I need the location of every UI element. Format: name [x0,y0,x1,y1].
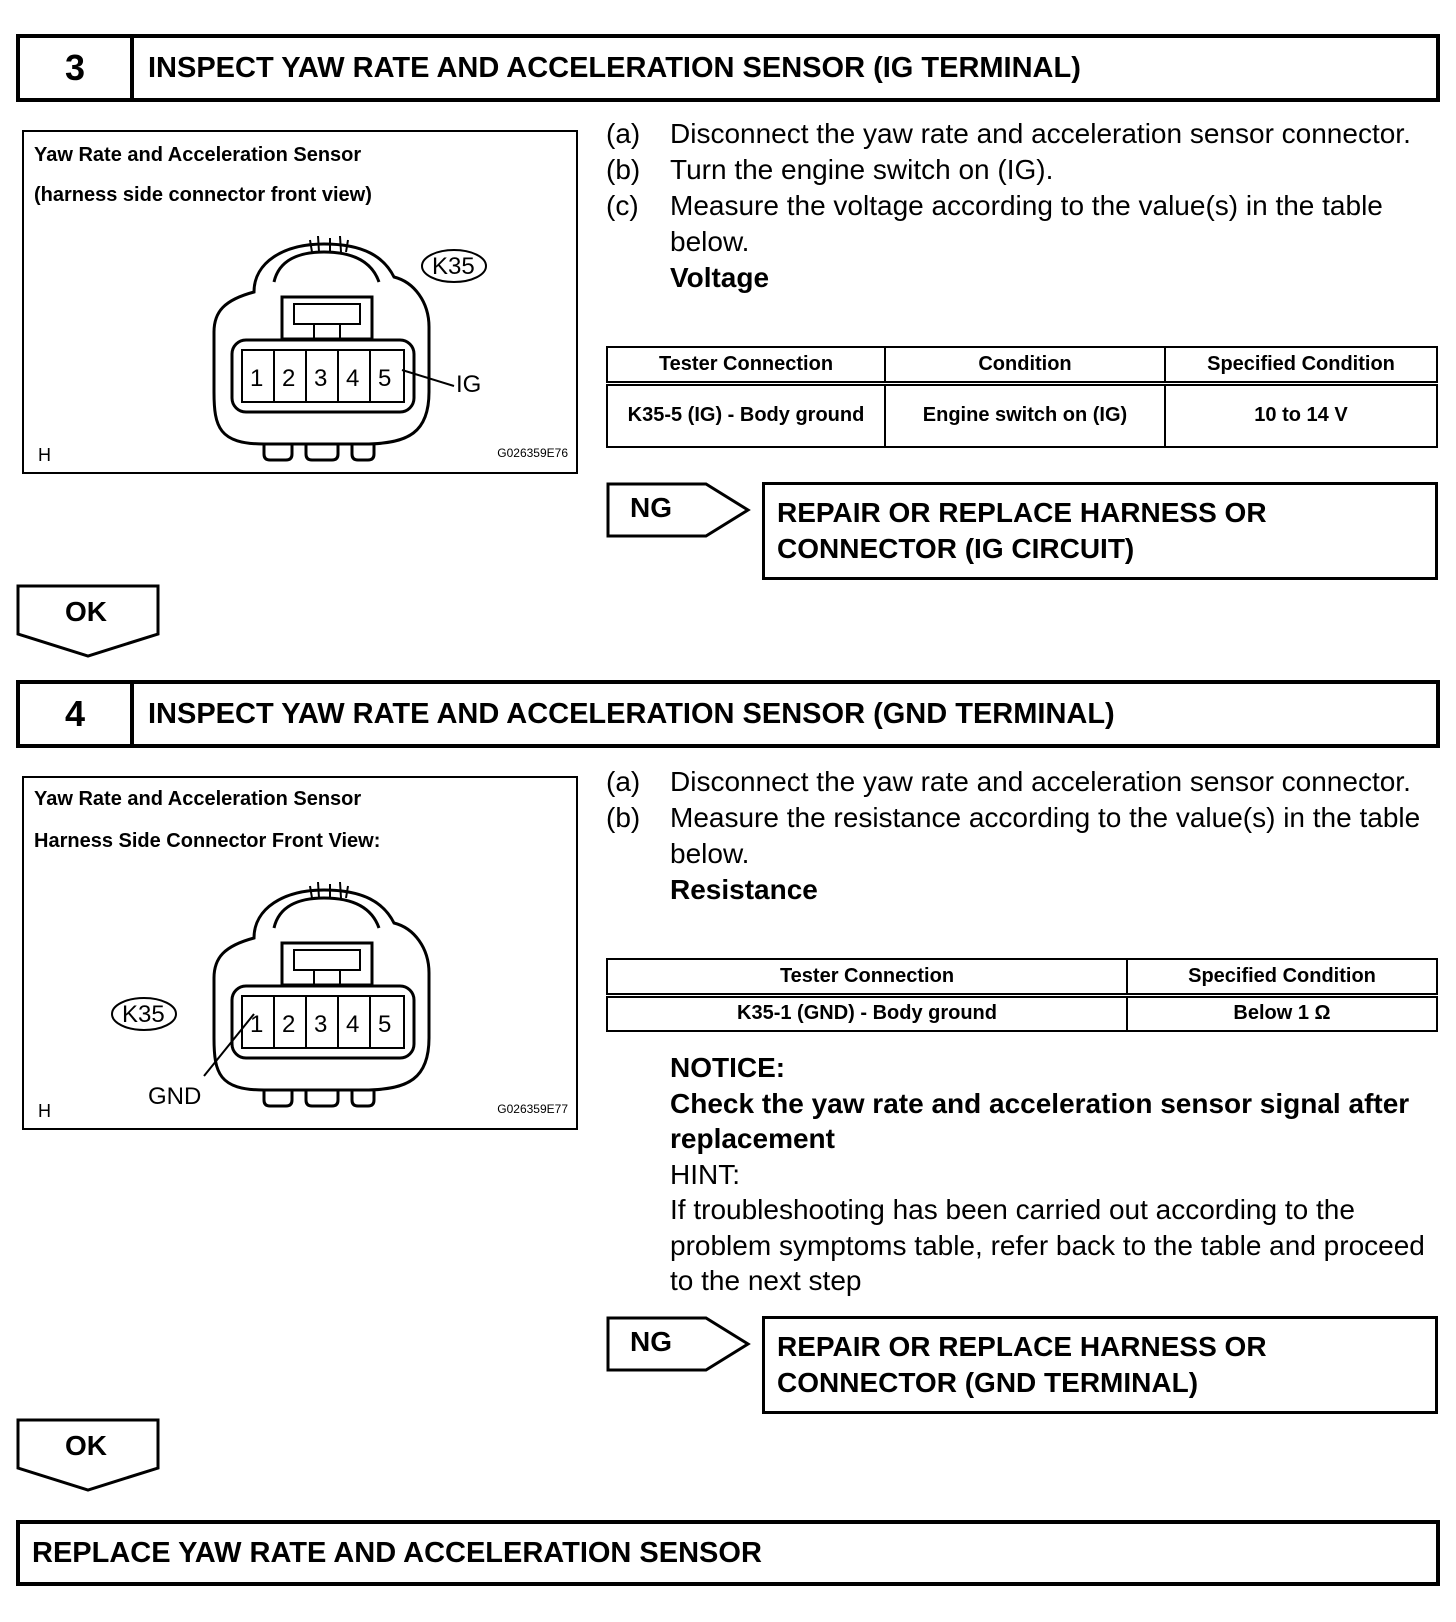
connector-drawing [24,778,580,1132]
figure-id: G026359E76 [497,446,568,460]
connector-label: K35 [122,1001,165,1028]
pin-2: 2 [282,365,296,392]
step-title: INSPECT YAW RATE AND ACCELERATION SENSOR (GND TERMINAL) [148,697,1115,730]
column-header: Tester Connection [607,347,885,383]
connector-figure-gnd [22,776,578,1130]
instruction-item: (b) Turn the engine switch on (IG). [606,154,1054,185]
pin-callout: GND [148,1083,202,1110]
pin-3: 3 [314,365,328,392]
step-4-instructions [606,764,1426,908]
ng-result-box: REPAIR OR REPLACE HARNESS OR CONNECTOR (IG CIRCUIT) [762,482,1438,580]
table-row: K35-1 (GND) - Body ground Below 1 Ω [607,995,1437,1031]
table-title: Resistance [670,874,818,905]
figure-corner-letter: H [38,1101,51,1121]
step-4-header [16,680,1440,748]
pin-1: 1 [250,365,264,392]
figure-corner-letter: H [38,445,51,465]
ok-arrow [16,1418,166,1494]
pin-4: 4 [346,1011,360,1038]
figure-subcaption: (harness side connector front view) [34,184,372,206]
resistance-table [606,958,1438,1032]
instruction-item: (c) Measure the voltage according to the value(s) in the table below. [606,190,1383,257]
ok-arrow [16,584,166,660]
voltage-table [606,346,1438,448]
hint-title: HINT: [670,1158,740,1190]
step-title: INSPECT YAW RATE AND ACCELERATION SENSOR (IG TERMINAL) [148,51,1081,84]
column-header: Condition [885,347,1165,383]
figure-caption: Yaw Rate and Acceleration Sensor [34,788,362,810]
table-title: Voltage [670,262,770,293]
notice-block [670,1050,1430,1299]
connector-figure-ig [22,130,578,474]
step-number: 4 [20,684,134,744]
figure-subcaption: Harness Side Connector Front View: [34,830,381,852]
column-header: Specified Condition [1127,959,1437,995]
ok-label: OK [65,596,107,627]
ng-label: NG [630,492,672,523]
column-header: Tester Connection [607,959,1127,995]
pin-5: 5 [378,365,392,392]
instruction-item: (a) Disconnect the yaw rate and acceleration sensor connector. [606,118,1411,149]
pin-3: 3 [314,1011,328,1038]
figure-caption: Yaw Rate and Acceleration Sensor [34,144,362,166]
pin-callout: IG [456,371,482,398]
instruction-item: (b) Measure the resistance according to the value(s) in the table below. [606,802,1421,869]
final-step-title: REPLACE YAW RATE AND ACCELERATION SENSOR [32,1536,762,1569]
step-3-instructions [606,116,1426,296]
ng-arrow [606,1316,752,1372]
pin-4: 4 [346,365,360,392]
hint-text: If troubleshooting has been carried out according to the problem symptoms table, refer back to the table and proceed to the next step [670,1194,1425,1296]
pin-1: 1 [250,1011,264,1038]
table-row: K35-5 (IG) - Body ground Engine switch on (IG) 10 to 14 V [607,383,1437,447]
instruction-item: (a) Disconnect the yaw rate and acceleration sensor connector. [606,766,1411,797]
ok-label: OK [65,1430,107,1461]
pin-2: 2 [282,1011,296,1038]
notice-text: Check the yaw rate and acceleration sensor signal after replacement [670,1087,1410,1154]
final-step-box [16,1520,1440,1586]
connector-label: K35 [432,253,475,280]
ng-result-box: REPAIR OR REPLACE HARNESS OR CONNECTOR (GND TERMINAL) [762,1316,1438,1414]
notice-title: NOTICE: [670,1052,786,1083]
pin-5: 5 [378,1011,392,1038]
column-header: Specified Condition [1165,347,1437,383]
ng-arrow [606,482,752,538]
connector-drawing [24,132,580,476]
figure-id: G026359E77 [497,1102,568,1116]
step-number: 3 [20,38,134,98]
step-3-header [16,34,1440,102]
ng-label: NG [630,1326,672,1357]
